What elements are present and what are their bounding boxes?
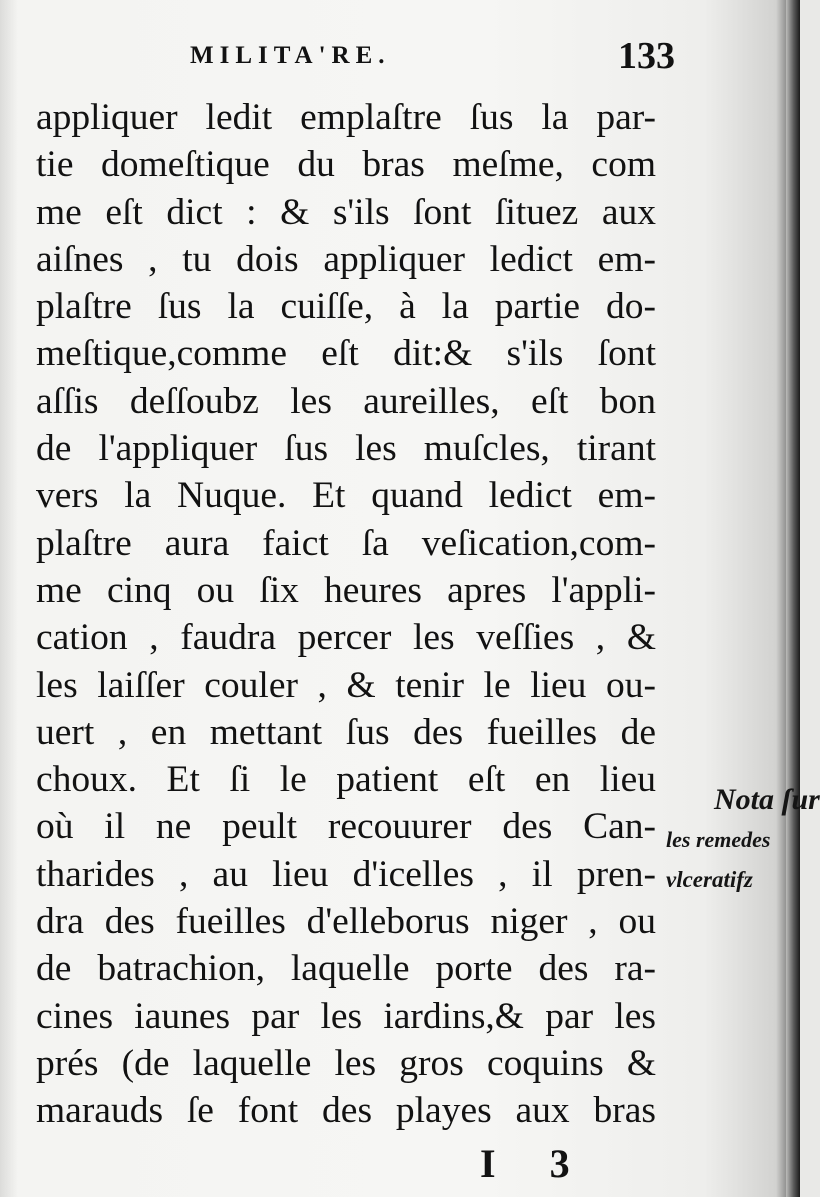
text-line: me eſt dict : & s'ils ſont ſituez aux: [36, 191, 656, 233]
marginal-note-line: Nota ſur: [714, 783, 820, 816]
marginal-note-line: les remedes: [666, 827, 771, 852]
text-line: où il ne peult recouurer des Can-: [36, 806, 656, 848]
text-line: cines iaunes par les iardins,& par les: [36, 995, 656, 1037]
running-title: MILITA'RE.: [190, 42, 391, 69]
text-line: tie domeſtique du bras meſme, com: [36, 144, 656, 186]
marginal-note-line: vlceratifz: [666, 867, 753, 892]
text-line: vers la Nuque. Et quand ledict em-: [36, 475, 656, 517]
text-line: prés (de laquelle les gros coquins &: [36, 1042, 656, 1084]
page-edge-shadow: [786, 0, 800, 1197]
text-line: dra des fueilles d'elleborus niger , ou: [36, 901, 656, 943]
text-line: cation , faudra percer les veſſies , &: [36, 617, 656, 659]
text-line: marauds ſe font des playes aux bras: [36, 1090, 656, 1132]
text-line: meſtique,comme eſt dit:& s'ils ſont: [36, 333, 656, 375]
text-line: appliquer ledit emplaſtre ſus la par-: [36, 97, 656, 138]
text-line: tharides , au lieu d'icelles , il pren-: [36, 853, 656, 895]
text-line: aſſis deſſoubz les aureilles, eſt bon: [36, 380, 656, 422]
text-line: me cinq ou ſix heures apres l'appli-: [36, 569, 656, 611]
body-text: [36, 94, 656, 1135]
text-line: plaſtre aura faict ſa veſication,com-: [36, 522, 656, 564]
text-line: de batrachion, laquelle porte des ra-: [36, 948, 656, 990]
text-line: de l'appliquer ſus les muſcles, tirant: [36, 428, 656, 470]
page-number: 133: [618, 35, 675, 77]
text-line: les laiſſer couler , & tenir le lieu ou-: [36, 664, 656, 706]
text-line: uert , en mettant ſus des fueilles de: [36, 711, 656, 753]
text-line: choux. Et ſi le patient eſt en lieu: [36, 759, 656, 801]
marginal-note: [660, 780, 820, 900]
text-line: plaſtre ſus la cuiſſe, à la partie do-: [36, 286, 656, 328]
text-line: aiſnes , tu dois appliquer ledict em-: [36, 238, 656, 280]
signature-mark: I 3: [480, 1141, 592, 1186]
